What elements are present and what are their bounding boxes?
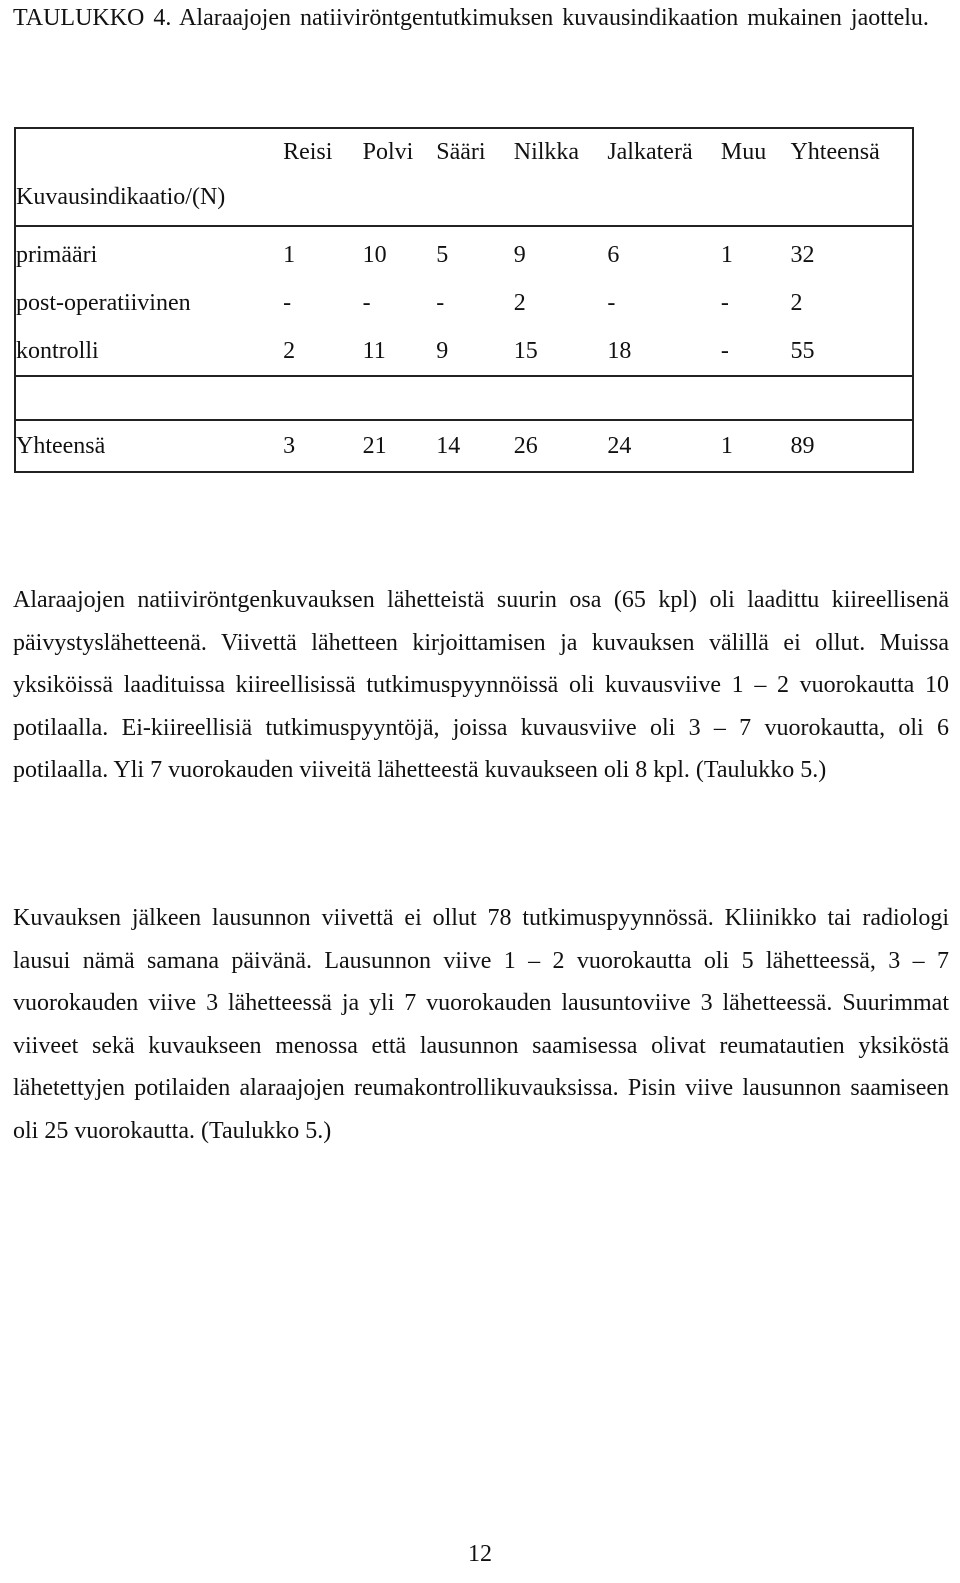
table-cell: - [607, 289, 616, 316]
table-cell: 6 [607, 241, 620, 268]
table-cell: 2 [283, 327, 363, 376]
table-cell: 26 [514, 420, 608, 472]
column-header: Muu [721, 128, 791, 226]
table-caption: TAULUKKO 4. Alaraajojen natiiviröntgentutkimuksen kuvausindikaation mukainen jaottelu. [13, 5, 929, 31]
body-paragraph: Kuvauksen jälkeen lausunnon viivettä ei ollut 78 tutkimuspyynnössä. Kliinikko tai radiologi lausui nämä samana päivänä. Lausunnon viive 1 – 2 vuorokautta oli 5 lähetteessä, 3 – 7 vuorokauden viive 3 lähetteessä ja yli 7 vuorokauden lausuntoviive 3 lähetteessä. Suurimmat viiveet sekä kuvaukseen menossa että lausunnon saamisessa olivat reumatautien yksiköstä lähetettyjen potilaiden alaraajojen reumakontrollikuvauksissa. Pisin viive lausunnon saamiseen oli 25 vuorokautta. (Taulukko 5.) [13, 905, 949, 1144]
table-cell: 3 [283, 420, 363, 472]
table-cell: 14 [436, 420, 514, 472]
table-cell: - [362, 289, 371, 316]
table-cell: 9 [436, 327, 514, 376]
table-cell: - [721, 327, 791, 376]
table-cell: 24 [607, 420, 721, 472]
table-cell: 5 [436, 241, 449, 268]
table-row [15, 327, 913, 376]
table-cell: 11 [363, 327, 437, 376]
table-cell: 21 [363, 420, 437, 472]
column-header: Jalkaterä [607, 128, 721, 226]
table-cell: - [720, 289, 729, 316]
page-number: 12 [468, 1541, 492, 1567]
column-header: Nilkka [514, 128, 608, 226]
table-spacer-row [15, 376, 913, 420]
indication-table [14, 127, 914, 473]
table-cell: 9 [513, 241, 526, 268]
table-cell: 2 [790, 279, 913, 327]
table-cell: 55 [790, 327, 913, 376]
column-header: Yhteensä [790, 128, 913, 226]
table-cell: 10 [362, 241, 387, 268]
row-label: post-operatiivinen [15, 279, 283, 327]
table-cell: 1 [721, 420, 791, 472]
body-paragraph: Alaraajojen natiiviröntgenkuvauksen lähetteistä suurin osa (65 kpl) oli laadittu kiireellisenä päivystyslähetteenä. Viivettä lähetteen kirjoittamisen ja kuvauksen välillä ei ollut. Muissa yksiköissä laadituissa kiireellisissä tutkimuspyynnöissä oli kuvausviive 1 – 2 vuorokautta 10 potilaalla. Ei-kiireellisiä tutkimuspyyntöjä, joissa kuvausviive oli 3 – 7 vuorokautta, oli 6 potilaalla. Yli 7 vuorokauden viiveitä lähetteestä kuvaukseen oli 8 kpl. (Taulukko 5.) [13, 587, 949, 783]
table-header-row [15, 128, 913, 226]
column-header: Reisi [283, 128, 363, 226]
row-label: Yhteensä [15, 420, 283, 472]
table-cell: 18 [607, 327, 721, 376]
corner-header: Kuvausindikaatio/(N) [15, 128, 283, 226]
table-total-row [15, 420, 913, 472]
table-cell: 2 [513, 289, 526, 316]
table-cell: - [436, 289, 445, 316]
table-row [15, 226, 913, 279]
column-header: Sääri [436, 128, 514, 226]
column-header: Polvi [363, 128, 437, 226]
table-row [15, 279, 913, 327]
table-cell: 89 [790, 420, 913, 472]
table-cell: - [283, 289, 292, 316]
table-cell: 15 [514, 327, 608, 376]
row-label: primääri [15, 226, 283, 279]
table-cell: 32 [790, 226, 913, 279]
table-cell: 1 [720, 241, 733, 268]
table-cell: 1 [283, 241, 296, 268]
row-label: kontrolli [15, 327, 283, 376]
